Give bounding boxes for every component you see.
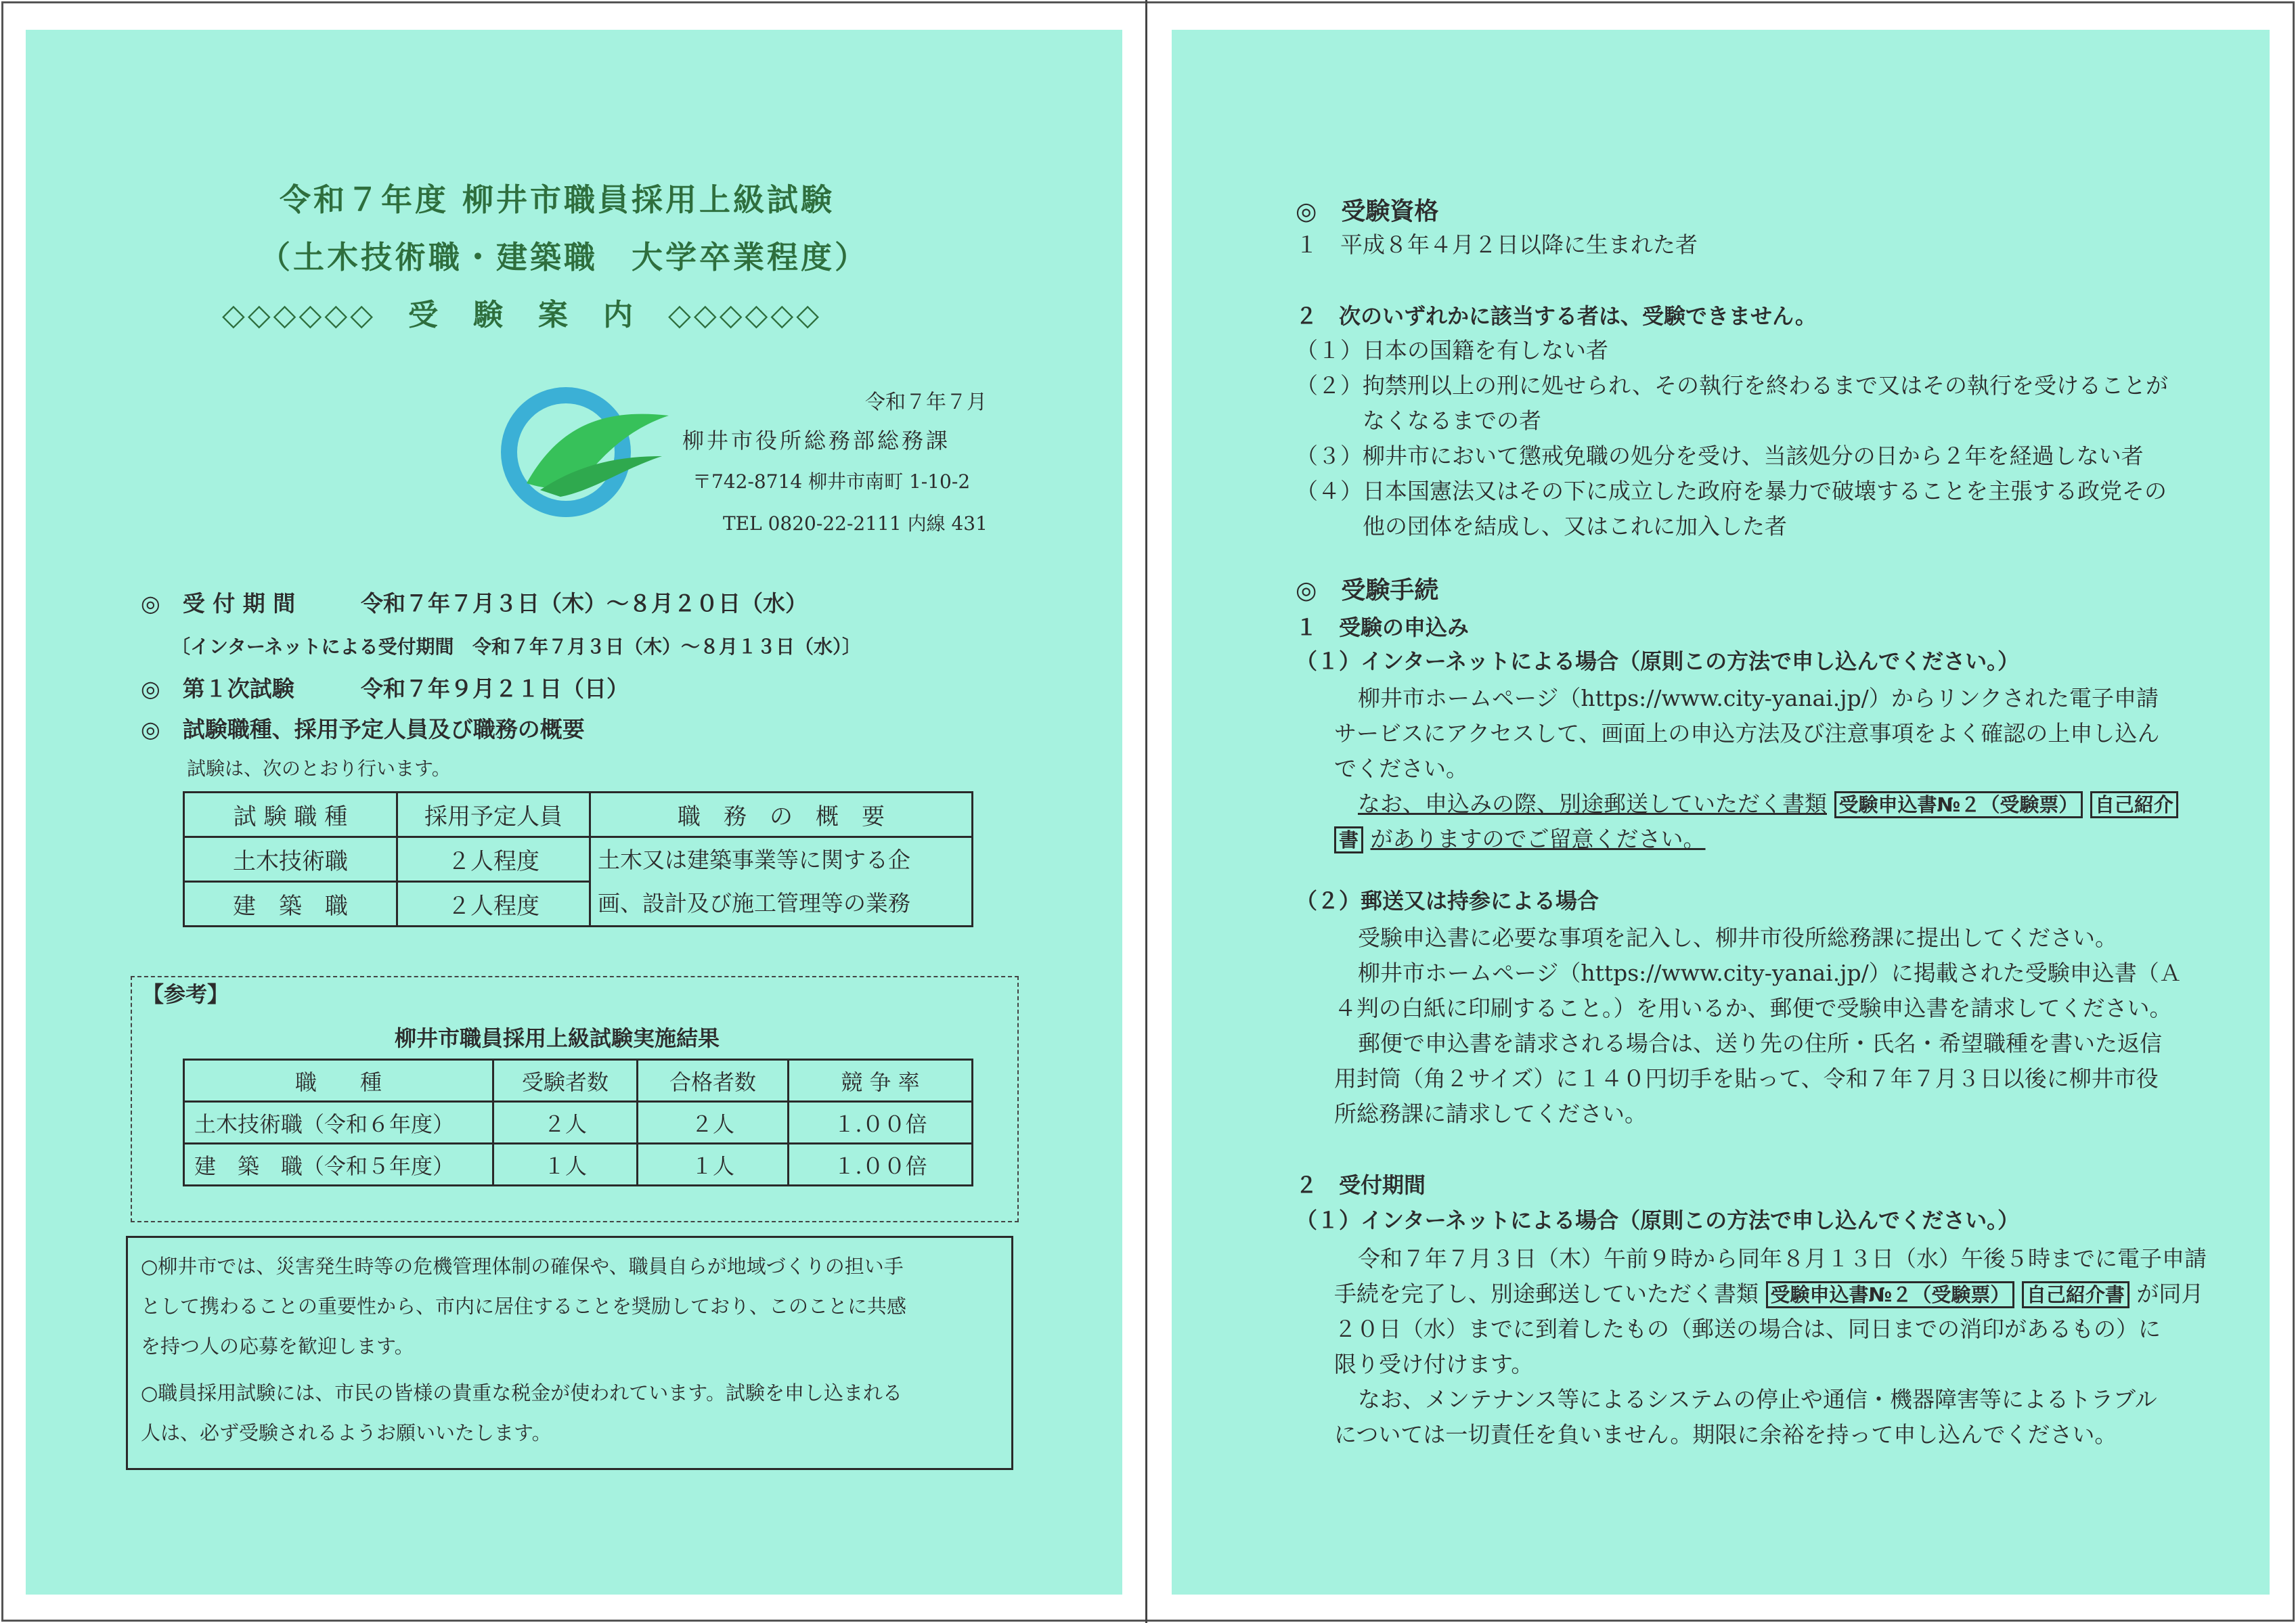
period-text-suffix: が同月 <box>2136 1281 2204 1307</box>
mailing-note-prefix: なお、申込みの際、別途郵送していただく書類 <box>1358 791 1827 817</box>
first-exam-label: ◎ 第１次試験 <box>141 675 294 702</box>
result-cell: １.００倍 <box>789 1102 973 1144</box>
period-text: 令和７年７月３日（木）午前９時から同年８月１３日（水）午後５時までに電子申請 <box>1358 1245 2207 1272</box>
result-cell: ２人 <box>638 1102 789 1144</box>
self-intro-tag: 自己紹介書 <box>2022 1281 2129 1308</box>
notice-line: を持つ人の応募を歓迎します。 <box>141 1335 414 1358</box>
self-intro-tag: 自己紹介 <box>2090 791 2178 818</box>
job-table-cell: ２人程度 <box>397 882 590 927</box>
period-text-with-tags <box>1334 1276 2203 1308</box>
mailing-note <box>1358 786 2178 818</box>
mailing-note-cont <box>1334 822 1706 853</box>
result-table <box>183 1059 973 1186</box>
result-cell: １.００倍 <box>789 1144 973 1186</box>
title-line-3: ◇◇◇◇◇◇ 受 験 案 内 ◇◇◇◇◇◇ <box>222 298 822 332</box>
notice-line: ○柳井市では、災害発生時等の危機管理体制の確保や、職員自らが地域づくりの担い手 <box>141 1255 904 1278</box>
disqualification-item: （４）日本国憲法又はその下に成立した政府を暴力で破壊することを主張する政党その <box>1296 478 2167 504</box>
reception-label: ◎ 受 付 期 間 <box>141 590 296 617</box>
mail-apply-text: 受験申込書に必要な事項を記入し、柳井市役所総務課に提出してください。 <box>1358 925 2117 951</box>
mail-apply-text: 用封筒（角２サイズ）に１４０円切手を貼って、令和７年７月３日以後に柳井市役 <box>1334 1065 2159 1092</box>
page-divider <box>1145 0 1147 1623</box>
result-cell: １人 <box>638 1144 789 1186</box>
period-heading: ２ 受付期間 <box>1296 1172 1426 1198</box>
mail-apply-text: 郵便で申込書を請求される場合は、送り先の住所・氏名・希望職種を書いた返信 <box>1358 1030 2162 1057</box>
job-table <box>183 791 973 927</box>
mail-apply-text: ４判の白紙に印刷すること。）を用いるか、郵便で受験申込書を請求してください。 <box>1334 995 2172 1021</box>
result-cell: 土木技術職（令和６年度） <box>184 1102 493 1144</box>
reference-label: 【参考】 <box>142 981 229 1007</box>
period-text-prefix: 手続を完了し、別途郵送していただく書類 <box>1334 1281 1759 1307</box>
internet-apply-text: サービスにアクセスして、画面上の申込方法及び注意事項をよく確認の上申し込ん <box>1334 720 2160 747</box>
job-table-header: 職 務 の 概 要 <box>590 793 973 837</box>
job-table-header: 採用予定人員 <box>397 793 590 837</box>
mail-apply-heading: （２）郵送又は持参による場合 <box>1296 888 1599 914</box>
period-text: 限り受け付けます。 <box>1334 1351 1534 1377</box>
form-tag: 受験申込書№２（受験票） <box>1766 1281 2015 1308</box>
disqualification-item: （１）日本の国籍を有しない者 <box>1296 337 1608 363</box>
procedure-heading: ◎ 受験手続 <box>1296 577 1439 604</box>
overview-intro: 試験は、次のとおり行います。 <box>187 757 451 780</box>
title-line-1: 令和７年度 柳井市職員採用上級試験 <box>280 181 835 218</box>
notice-line: ○職員採用試験には、市民の皆様の貴重な税金が使われています。試験を申し込まれる <box>141 1381 902 1404</box>
mail-apply-text: 柳井市ホームページ（https://www.city-yanai.jp/）に掲載された受験申込書（Ａ <box>1358 960 2182 986</box>
job-table-header: 試 験 職 種 <box>184 793 397 837</box>
title-line-2: （土木技術職・建築職 大学卒業程度） <box>259 239 868 275</box>
address: 〒742-8714 柳井市南町 1-10-2 <box>692 470 971 493</box>
issue-date: 令和７年７月 <box>865 391 987 414</box>
qualification-heading: ◎ 受験資格 <box>1296 198 1439 225</box>
result-cell: ２人 <box>493 1102 638 1144</box>
first-exam-value: 令和７年９月２１日（日） <box>361 675 629 702</box>
job-duty-cell <box>590 837 973 927</box>
notice-line: 人は、必ず受験されるようお願いいたします。 <box>141 1421 552 1444</box>
disqualification-item: なくなるまでの者 <box>1296 407 1541 434</box>
notice-line: として携わることの重要性から、市内に居住することを奨励しており、このことに共感 <box>141 1295 907 1318</box>
disqualification-item: （２）拘禁刑以上の刑に処せられ、その執行を終わるまで又はその執行を受けることが <box>1296 372 2168 399</box>
apply-heading: １ 受験の申込み <box>1296 615 1470 640</box>
result-header: 合格者数 <box>638 1060 789 1102</box>
period-internet-heading: （１）インターネットによる場合（原則この方法で申し込んでください。） <box>1296 1207 2020 1233</box>
result-cell: １人 <box>493 1144 638 1186</box>
internet-apply-text: 柳井市ホームページ（https://www.city-yanai.jp/）からリンクされた電子申請 <box>1358 685 2159 711</box>
job-table-cell: ２人程度 <box>397 837 590 882</box>
left-page <box>26 30 1122 1595</box>
result-header: 受験者数 <box>493 1060 638 1102</box>
disqualification-heading: ２ 次のいずれかに該当する者は、受験できません。 <box>1296 303 1817 329</box>
form-tag: 受験申込書№２（受験票） <box>1834 791 2083 818</box>
self-intro-tag-cont: 書 <box>1334 826 1363 853</box>
result-header: 職 種 <box>184 1060 493 1102</box>
qualification-item: １ 平成８年４月２日以降に生まれた者 <box>1296 231 1698 258</box>
period-text: なお、メンテナンス等によるシステムの停止や通信・機器障害等によるトラブル <box>1358 1386 2157 1413</box>
period-text: については一切責任を負いません。期限に余裕を持って申し込んでください。 <box>1334 1421 2117 1448</box>
mail-apply-text: 所総務課に請求してください。 <box>1334 1100 1647 1127</box>
internet-apply-text: でください。 <box>1334 755 1468 782</box>
reception-value: 令和７年７月３日（木）～８月２０日（水） <box>361 590 808 617</box>
job-table-cell: 土木技術職 <box>184 837 397 882</box>
mailing-note-suffix: がありますのでご留意ください。 <box>1370 826 1706 852</box>
internet-apply-heading: （１）インターネットによる場合（原則この方法で申し込んでください。） <box>1296 648 2020 674</box>
overview-heading: ◎ 試験職種、採用予定人員及び職務の概要 <box>141 716 585 742</box>
result-header: 競 争 率 <box>789 1060 973 1102</box>
job-duty-line: 画、設計及び施工管理等の業務 <box>598 889 910 916</box>
organization: 柳井市役所総務部総務課 <box>682 428 951 453</box>
job-table-cell: 建 築 職 <box>184 882 397 927</box>
disqualification-item: （３）柳井市において懲戒免職の処分を受け、当該処分の日から２年を経過しない者 <box>1296 443 2144 469</box>
internet-reception-value: 令和７年７月３日（木）～８月１３日（水）〕 <box>472 636 862 658</box>
right-page <box>1172 30 2270 1595</box>
period-text: ２０日（水）までに到着したもの（郵送の場合は、同日までの消印があるもの）に <box>1334 1316 2161 1342</box>
result-cell: 建 築 職（令和５年度） <box>184 1144 493 1186</box>
disqualification-item: 他の団体を結成し、又はこれに加入した者 <box>1296 513 1787 539</box>
reference-title: 柳井市職員採用上級試験実施結果 <box>395 1025 720 1051</box>
internet-reception-label: 〔インターネットによる受付期間 <box>171 636 454 658</box>
city-logo-icon <box>500 382 676 527</box>
job-duty-line: 土木又は建築事業等に関する企 <box>598 846 910 873</box>
telephone: TEL 0820-22-2111 内線 431 <box>723 512 988 535</box>
